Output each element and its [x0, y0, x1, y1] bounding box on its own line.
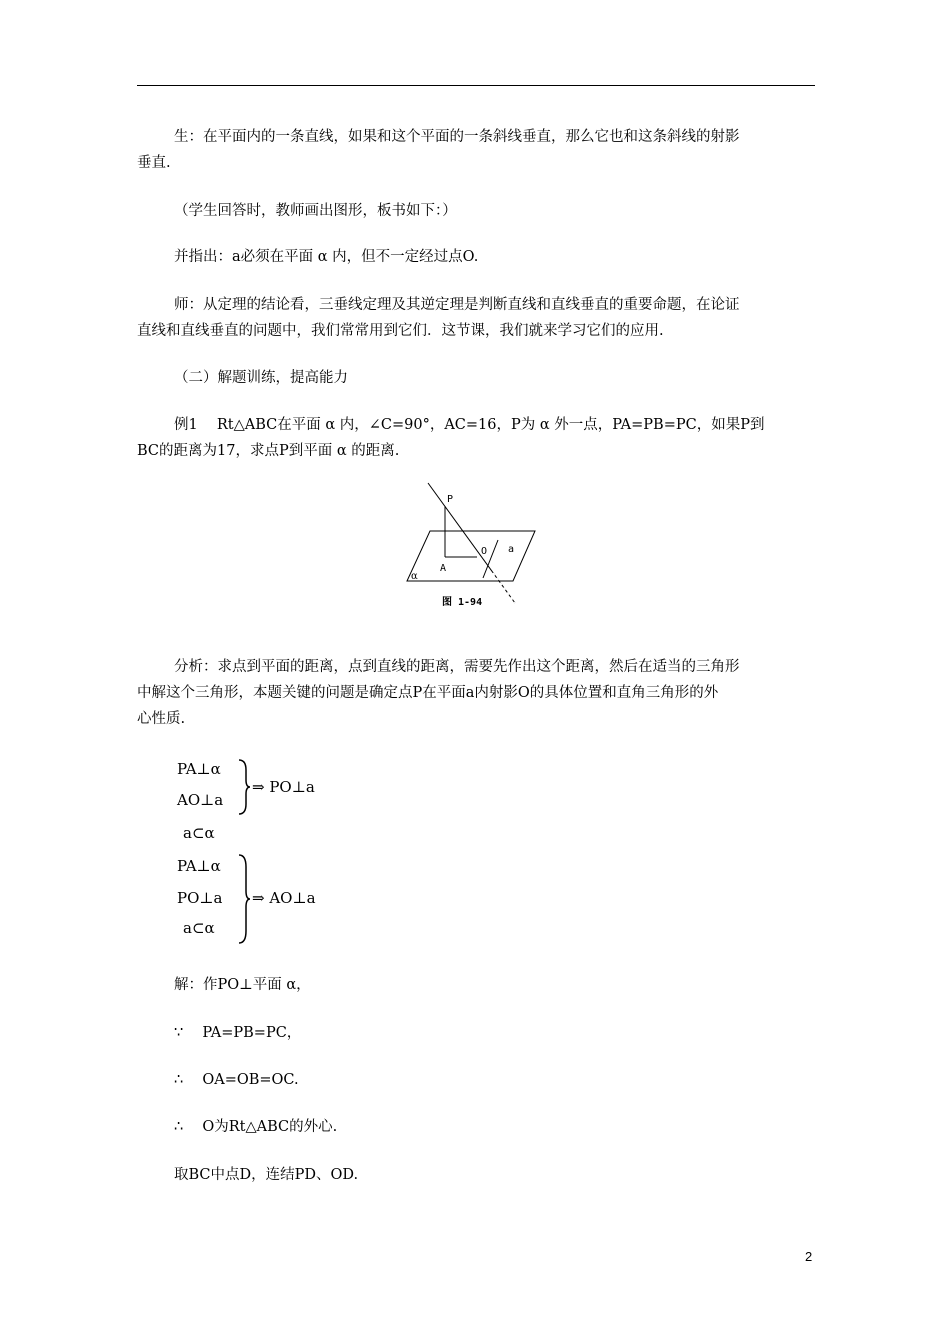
example-1-cont: BC的距离为17，求点P到平面 α 的距离. — [137, 443, 400, 459]
paragraph-note: （学生回答时，教师画出图形，板书如下：） — [174, 203, 457, 219]
figure-caption: 图 1-94 — [442, 597, 483, 608]
section-heading: （二）解题训练，提高能力 — [174, 370, 348, 386]
math2-cond1: PA⊥α — [177, 857, 221, 875]
math2-cond3: a⊂α — [183, 919, 215, 937]
solution-line-2: ∵ PA=PB=PC， — [174, 1025, 302, 1041]
plane-alpha — [407, 531, 535, 581]
paragraph-teacher-cont: 直线和直线垂直的问题中，我们常常用到它们．这节课，我们就来学习它们的应用. — [137, 323, 664, 339]
label-alpha: α — [411, 571, 418, 582]
analysis: 分析：求点到平面的距离，点到直线的距离，需要先作出这个距离，然后在适当的三角形 — [174, 659, 740, 675]
figure-svg — [395, 478, 545, 618]
paragraph-point-out: 并指出：a必须在平面 α 内，但不一定经过点O. — [174, 249, 479, 265]
solution-line-4: ∴ O为Rt△ABC的外心. — [174, 1119, 338, 1135]
label-a: a — [508, 544, 515, 555]
paragraph-teacher: 师：从定理的结论看，三垂线定理及其逆定理是判断直线和直线垂直的重要命题，在论证 — [174, 297, 740, 313]
math1-result: ⇒ PO⊥a — [252, 778, 315, 796]
math1-cond2: AO⊥a — [177, 791, 224, 809]
math2-brace — [236, 853, 252, 945]
paragraph-student-answer-cont: 垂直. — [137, 155, 171, 171]
page-number: 2 — [805, 1249, 813, 1264]
solution-line-5: 取BC中点D，连结PD、OD. — [174, 1167, 359, 1183]
analysis-cont-2: 心性质. — [137, 711, 186, 727]
label-A: A — [440, 563, 447, 574]
label-P: P — [447, 494, 454, 505]
math2-cond2: PO⊥a — [177, 889, 223, 907]
math1-cond1: PA⊥α — [177, 760, 221, 778]
math2-result: ⇒ AO⊥a — [252, 889, 316, 907]
figure-1-94 — [395, 478, 545, 618]
solution-line-1: 解：作PO⊥平面 α， — [174, 977, 311, 993]
math1-cond3: a⊂α — [183, 824, 215, 842]
label-O: O — [481, 546, 488, 557]
math1-brace — [236, 758, 252, 816]
paragraph-student-answer: 生：在平面内的一条直线，如果和这个平面的一条斜线垂直，那么它也和这条斜线的射影 — [174, 129, 740, 145]
header-rule — [137, 85, 815, 86]
example-1: 例1 Rt△ABC在平面 α 内，∠C=90°，AC=16，P为 α 外一点，PA=PB=PC，如果P到 — [174, 417, 765, 433]
analysis-cont: 中解这个三角形，本题关键的问题是确定点P在平面a内射影O的具体位置和直角三角形的外 — [137, 685, 719, 701]
solution-line-3: ∴ OA=OB=OC. — [174, 1072, 299, 1088]
